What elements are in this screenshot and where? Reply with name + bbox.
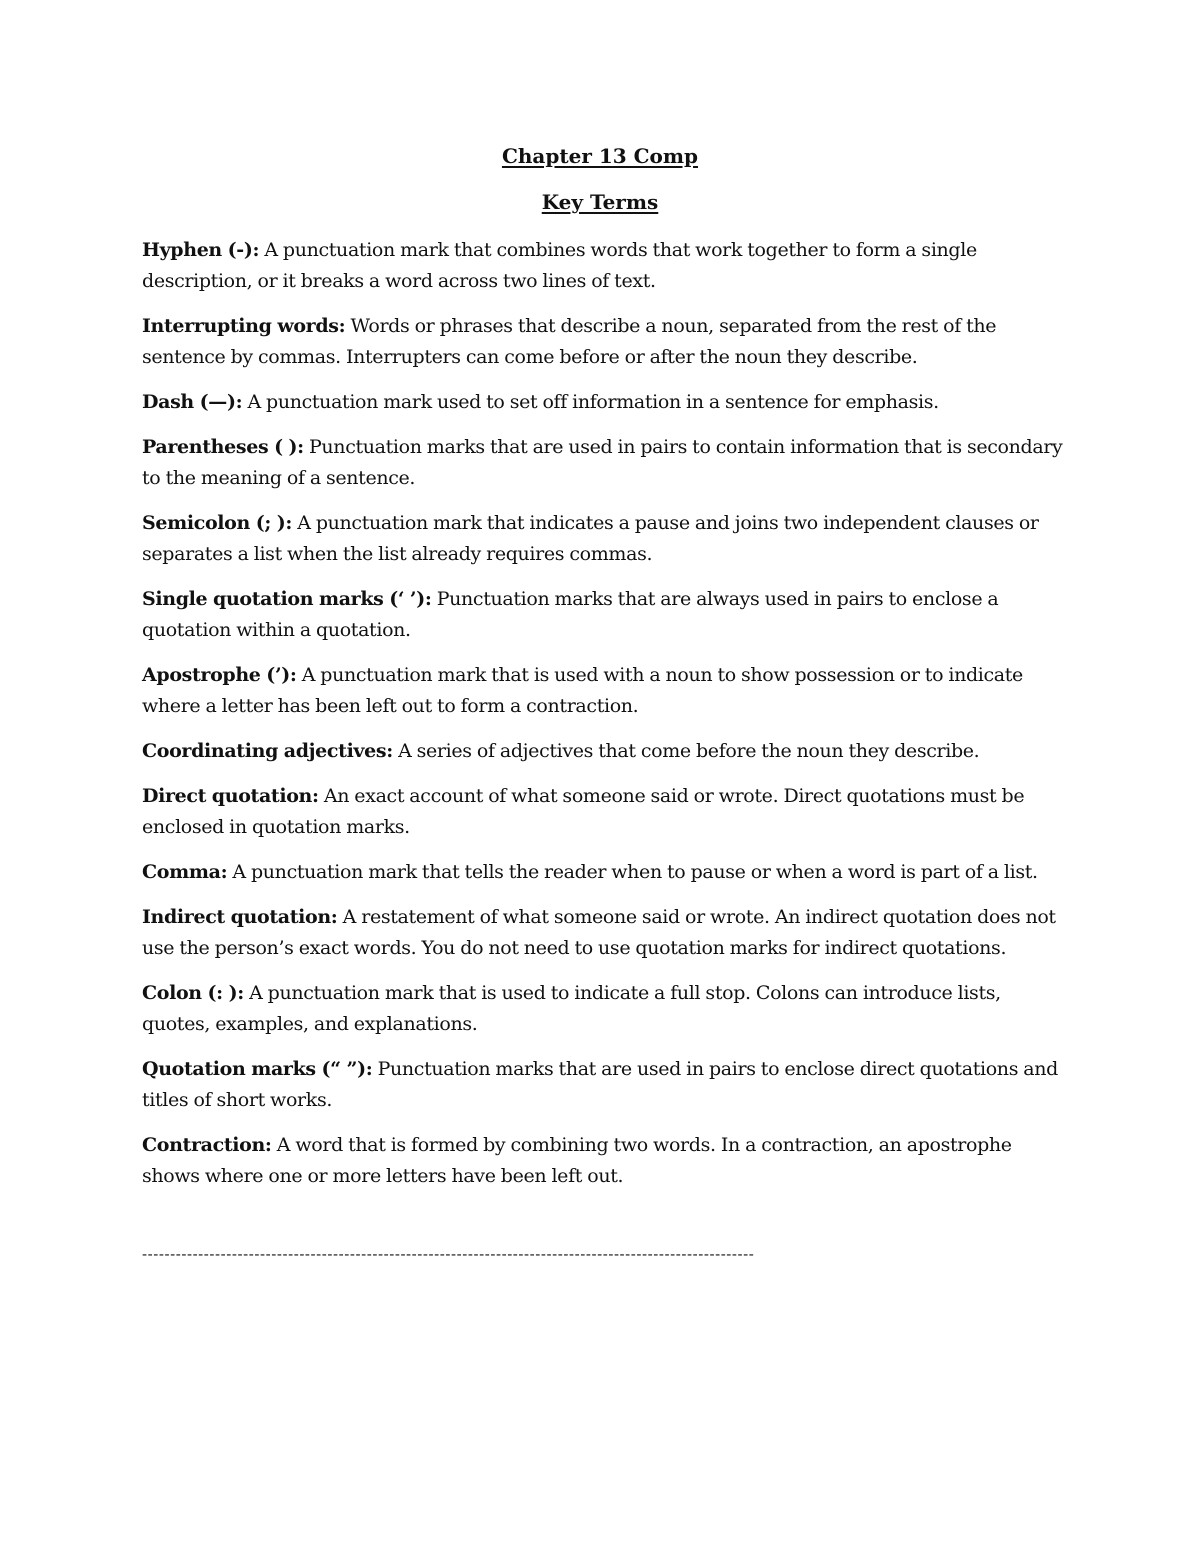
dashed-separator: -------------------------------------------------------------------------------------------------------------	[142, 1245, 755, 1263]
term-name: Colon (: ):	[142, 982, 244, 1004]
term-definition: A restatement of what someone said or wrote. An indirect quotation does not use the person’s exact words. You do not need to use quotation marks for indirect quotations.	[142, 906, 1056, 959]
term-name: Quotation marks (“ ”):	[142, 1058, 373, 1080]
term-name: Interrupting words:	[142, 315, 346, 337]
term-definition: A punctuation mark that indicates a pause and joins two independent clauses or separates a list when the list already requires commas.	[142, 512, 1039, 565]
term-name: Semicolon (; ):	[142, 512, 293, 534]
term-entry	[142, 736, 1072, 767]
term-name: Apostrophe (’):	[142, 664, 297, 686]
term-entry	[142, 387, 1072, 418]
term-definition: Words or phrases that describe a noun, separated from the rest of the sentence by commas. Interrupters can come before or after the noun they describe.	[142, 315, 997, 368]
term-name: Single quotation marks (‘ ’):	[142, 588, 432, 610]
term-definition: A punctuation mark that tells the reader when to pause or when a word is part of a list.	[227, 861, 1038, 883]
term-definition: A word that is formed by combining two words. In a contraction, an apostrophe shows where one or more letters have been left out.	[142, 1134, 1012, 1187]
term-name: Hyphen (-):	[142, 239, 260, 261]
term-definition: Punctuation marks that are used in pairs to contain information that is secondary to the meaning of a sentence.	[142, 436, 1063, 489]
term-definition: Punctuation marks that are always used in pairs to enclose a quotation within a quotation.	[142, 588, 999, 641]
term-entry	[142, 978, 1072, 1040]
term-entry	[142, 235, 1072, 297]
term-name: Contraction:	[142, 1134, 272, 1156]
term-entry	[142, 1054, 1072, 1116]
term-entry	[142, 311, 1072, 373]
term-entry	[142, 857, 1072, 888]
term-definition: Punctuation marks that are used in pairs to enclose direct quotations and titles of short works.	[142, 1058, 1058, 1111]
term-definition: An exact account of what someone said or wrote. Direct quotations must be enclosed in quotation marks.	[142, 785, 1025, 838]
term-entry	[142, 508, 1072, 570]
term-definition: A punctuation mark that combines words that work together to form a single description, or it breaks a word across two lines of text.	[142, 239, 977, 292]
term-definition: A punctuation mark that is used with a noun to show possession or to indicate where a letter has been left out to form a contraction.	[142, 664, 1023, 717]
term-definition: A series of adjectives that come before the noun they describe.	[392, 740, 980, 762]
term-entry	[142, 781, 1072, 843]
key-terms-list	[142, 235, 1072, 1206]
term-entry	[142, 902, 1072, 964]
term-name: Parentheses ( ):	[142, 436, 304, 458]
term-definition: A punctuation mark used to set off information in a sentence for emphasis.	[242, 391, 939, 413]
term-name: Direct quotation:	[142, 785, 319, 807]
page-title: Chapter 13 Comp	[501, 144, 699, 168]
term-entry	[142, 660, 1072, 722]
term-name: Comma:	[142, 861, 228, 883]
term-name: Coordinating adjectives:	[142, 740, 393, 762]
term-entry	[142, 1130, 1072, 1192]
term-name: Indirect quotation:	[142, 906, 338, 928]
term-entry	[142, 432, 1072, 494]
term-name: Dash (—):	[142, 391, 243, 413]
section-heading: Key Terms	[541, 190, 659, 214]
term-definition: A punctuation mark that is used to indicate a full stop. Colons can introduce lists, quotes, examples, and explanations.	[142, 982, 1001, 1035]
term-entry	[142, 584, 1072, 646]
